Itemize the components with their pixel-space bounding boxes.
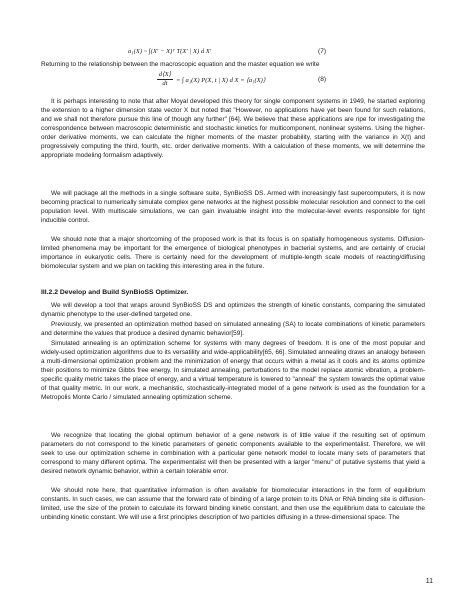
paragraph-shortcoming: We should note that a major shortcoming of the proposed work is that its focus is on spatially homogeneous systems. Diffusion-limited phenomena may be important for the emergence of biological phenotypes in bacterial systems, and are certainly of crucial importance in eukaryotic cells. There is certainly need for the development of multiple-length scale models of reacting/diffusing biomolecular system and we plan on tackling this interesting area in the future. <box>41 236 425 271</box>
paragraph-quantitative-info: We should note here, that quantitative information is often available for biomolecular interactions in the form of equilibrium constants. In such cases, we can assume that the forward rate of binding of a large protein to its DNA or RNA binding site is diffusion-limited, use the size of the protein to calculate its forward binding kinetic constant, and then use the equilibrium data to calculate the unbinding kinetic constant. We will use a first principles description of two particles diffusing in a three-dimensional space. The <box>41 487 425 522</box>
paragraph-previously: Previously, we presented an optimization method based on simulated annealing (SA) to locate combinations of kinetic parameters and determine the values that produce a desired dynamic behavior[59]. <box>41 321 425 338</box>
equation-7: a₁(X) ~ ∫(X′ − X)ᵀ T(X′ | X) d X′ <box>128 48 212 55</box>
equation-7-number: (7) <box>318 48 327 55</box>
equation-8-numerator: d⟨X⟩ <box>158 71 172 78</box>
equation-8-number: (8) <box>318 76 327 83</box>
paragraph-simulated-annealing: Simulated annealing is an optimization scheme for systems with many degrees of freedom. It is one of the most popular and widely-used optimization algorithms due to its versatility and wide-applicability[65, 66]. Simulated annealing draws an analogy between a multi-dimensional optimization problem and the minimization of energy that occurs within a metal as it cools and its atoms optimize their positions to minimize Gibbs free energy. In simulated annealing, perturbations to the model replace atomic vibration, a problem-specific quality metric takes the place of energy, and a virtual temperature is lowered to "anneal" the system towards the optimal value of that quality metric. In our work, a mechanistic, stochastically-integrated model of a gene network is used as the foundation for a Metropolis Monte Carlo / simulated annealing optimization scheme. <box>41 340 425 402</box>
section-heading: III.2.2 Develop and Build SynBioSS Optimizer. <box>41 289 189 296</box>
equation-8-denominator: dt <box>162 80 168 87</box>
paragraph-develop-tool: We will develop a tool that wraps around SynBioSS DS and optimizes the strength of kinetic constants, comparing the simulated dynamic phenotype to the user-defined targeted one. <box>41 302 425 319</box>
equation-8-rhs: = ∫ a₁(X) P(X, t | X) d X = ⟨a₁(X)⟩ <box>176 77 266 84</box>
page-number: 11 <box>425 578 433 585</box>
paragraph-synbioss-ds: We will package all the methods in a single software suite, SynBioSS DS. Armed with increasingly fast supercomputers, it is now becoming practical to numerically simulate complex gene networks at the highest possible molecular resolution and connect to the cell population level. With multiscale simulations, we can gain invaluable insight into the molecular-level events responsible for tight inducible control. <box>41 190 425 225</box>
paragraph-global-optimum: We recognize that locating the global optimum behavior of a gene network is of little value if the resulting set of optimum parameters do not correspond to the kinetic parameters of genetic components available to the experimentalist. Therefore, we will seek to use our optimization scheme in combination with a particular gene network model to locate many sets of parameters that correspond to many different optima. The experimentalist will then be presented with a larger "menu" of putative systems that yield a desired network dynamic behavior, within a certain tolerable error. <box>41 432 425 476</box>
intro-line: Returning to the relationship between the macroscopic equation and the master equation we write <box>41 61 320 68</box>
equation-8-derivative <box>155 70 175 87</box>
paragraph-moyal: It is perhaps interesting to note that after Moyal developed this theory for single component systems in 1949, he started exploring the extension to a higher dimension state vector X but noted that "However, no applications have yet been found for such relations, and we shall not therefore pursue this line of though any further" [64]. We believe that these applications are ripe for investigating the correspondence between macroscopic deterministic and stochastic kinetics for multicomponent, nonlinear systems. Using the higher-order derivative moments, we can calculate the higher moments of the master probability, starting with the variance in X(t) and progressively computing the third, fourth, etc. order derivative moments. With a calculation of these moments, we will determine the appropriate modeling formalism adaptively. <box>41 98 425 160</box>
